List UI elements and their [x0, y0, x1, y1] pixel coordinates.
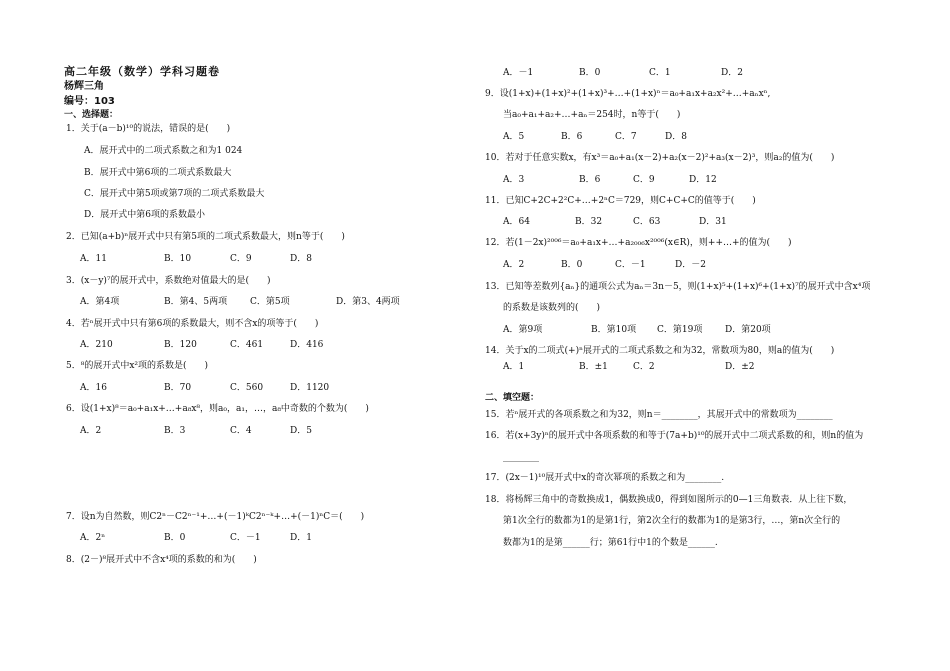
q13-option-c: C．第19项: [657, 325, 703, 335]
q14-option-a: A．1: [503, 362, 525, 372]
q10-option-c: C．9: [633, 175, 655, 185]
question-13-line2: 的系数是该数列的( ): [503, 303, 601, 313]
question-18-line1: 18．将杨辉三角中的奇数换成1，偶数换成0，得到如图所示的0—1三角数表．从上往下数，: [485, 495, 853, 505]
question-16-blank: ________: [503, 452, 539, 462]
q5-option-d: D．1120: [290, 383, 330, 393]
question-15: 15．若ⁿ展开式的各项系数之和为32，则n＝________，其展开式中的常数项为________: [485, 410, 833, 420]
code-value: 103: [94, 96, 115, 107]
q10-option-b: B．6: [579, 175, 601, 185]
q1-option-b: B．展开式中第6项的二项式系数最大: [84, 168, 232, 178]
q4-option-b: B．120: [164, 340, 197, 350]
q9-option-a: A．5: [503, 132, 525, 142]
question-1: 1．关于(a－b)¹⁰的说法，错误的是( ): [66, 124, 231, 134]
question-6: 6．设(1+x)⁸＝a₀+a₁x+…+a₈x⁸，则a₀，a₁，…，a₈中奇数的个数为( ): [66, 404, 369, 414]
question-10: 10．若对于任意实数x，有x³＝a₀+a₁(x－2)+a₂(x－2)²+a₃(x－2)³，则a₂的值为( ): [485, 153, 835, 163]
q8-option-a: A．－1: [503, 68, 534, 78]
question-14: 14．关于x的二项式(+)ⁿ展开式的二项式系数之和为32，常数项为80，则a的值为( ): [485, 346, 835, 356]
q6-option-b: B．3: [164, 426, 186, 436]
q2-option-d: D．8: [290, 254, 312, 264]
question-16-text: 16．若(x+3y)ⁿ的展开式中各项系数的和等于(7a+b)¹⁰的展开式中二项式系数的和，则n的值为: [485, 431, 864, 441]
q5-option-b: B．70: [164, 383, 192, 393]
q13-option-a: A．第9项: [503, 325, 543, 335]
q3-option-a: A．第4项: [80, 297, 120, 307]
q9-option-b: B．6: [561, 132, 583, 142]
q5-option-a: A．16: [80, 383, 107, 393]
question-9-line2: 当a₀+a₁+a₂+…+aₙ＝254时，n等于( ): [503, 110, 681, 120]
page-title: 高二年级（数学）学科习题卷: [64, 65, 220, 78]
q12-option-b: B．0: [561, 260, 583, 270]
question-18-line3: 数都为1的是第______行；第61行中1的个数是______.: [503, 538, 718, 548]
question-5: 5．⁸的展开式中x²项的系数是( ): [66, 361, 209, 371]
q14-option-c: C．2: [633, 362, 655, 372]
question-9-line1: 9．设(1+x)+(1+x)²+(1+x)³+…+(1+x)ⁿ＝a₀+a₁x+a₂x²+…+aₙxⁿ,: [485, 89, 771, 99]
question-12: 12．若(1－2x)²⁰⁰⁶＝a₀+a₁x+…+a₂₀₀₆x²⁰⁰⁶(x∈R)，则++…+的值为( ): [485, 238, 792, 248]
q6-option-c: C．4: [230, 426, 252, 436]
question-13-line1: 13．已知等差数列{aₙ}的通项公式为aₙ＝3n－5，则(1+x)⁵+(1+x)⁶+(1+x)⁷的展开式中含x⁴项: [485, 282, 871, 292]
q10-option-d: D．12: [689, 175, 717, 185]
q9-option-d: D．8: [665, 132, 687, 142]
question-16: [485, 431, 863, 442]
q7-option-d: D．1: [290, 533, 312, 543]
q8-option-c: C．1: [649, 68, 671, 78]
q13-option-b: B．第10项: [591, 325, 637, 335]
q11-option-b: B．32: [575, 217, 603, 227]
question-8: 8．(2－)⁸展开式中不含x⁴项的系数的和为( ): [66, 555, 257, 565]
q7-option-c: C．－1: [230, 533, 261, 543]
question-3: 3．(x－y)⁷的展开式中，系数绝对值最大的是( ): [66, 276, 271, 286]
q7-option-a: A．2ⁿ: [80, 533, 106, 543]
q11-option-c: C．63: [633, 217, 661, 227]
q1-option-a: A．展开式中的二项式系数之和为1 024: [84, 146, 243, 156]
q11-option-a: A．64: [503, 217, 530, 227]
q14-option-b: B．±1: [579, 362, 608, 372]
q8-option-b: B．0: [579, 68, 601, 78]
page-subtitle: 杨辉三角: [64, 81, 104, 92]
q12-option-a: A．2: [503, 260, 525, 270]
q14-option-d: D．±2: [725, 362, 755, 372]
q3-option-c: C．第5项: [250, 297, 290, 307]
q12-option-c: C．－1: [615, 260, 646, 270]
code-line: [64, 96, 115, 107]
code-label: 编号：: [64, 96, 94, 107]
question-7: 7．设n为自然数，则C2ⁿ－C2ⁿ⁻¹+…+(－1)ᵏC2ⁿ⁻ᵏ+…+(－1)ⁿC＝( ): [66, 512, 365, 522]
q8-option-d: D．2: [721, 68, 743, 78]
q3-option-d: D．第3、4两项: [336, 297, 400, 307]
q12-option-d: D．－2: [675, 260, 706, 270]
question-4: 4．若ⁿ展开式中只有第6项的系数最大，则不含x的项等于( ): [66, 319, 319, 329]
q3-option-b: B．第4、5两项: [164, 297, 228, 307]
section-fill-heading: 二、填空题：: [485, 393, 540, 403]
q1-option-d: D．展开式中第6项的系数最小: [84, 210, 205, 220]
q4-option-c: C．461: [230, 340, 264, 350]
q4-option-a: A．210: [80, 340, 113, 350]
question-2: 2．已知(a+b)ⁿ展开式中只有第5项的二项式系数最大，则n等于( ): [66, 232, 345, 242]
section-choice-heading: 一、选择题：: [64, 110, 119, 120]
q6-option-a: A．2: [80, 426, 102, 436]
q2-option-a: A．11: [80, 254, 107, 264]
q5-option-c: C．560: [230, 383, 264, 393]
q9-option-c: C．7: [615, 132, 637, 142]
q13-option-d: D．第20项: [725, 325, 771, 335]
q11-option-d: D．31: [699, 217, 727, 227]
question-17: 17．(2x－1)¹⁰展开式中x的奇次幂项的系数之和为________.: [485, 473, 725, 483]
q1-option-c: C．展开式中第5项或第7项的二项式系数最大: [84, 189, 265, 199]
q4-option-d: D．416: [290, 340, 324, 350]
q7-option-b: B．0: [164, 533, 186, 543]
q2-option-b: B．10: [164, 254, 192, 264]
question-18-line2: 第1次全行的数都为1的是第1行，第2次全行的数都为1的是第3行，…，第n次全行的: [503, 516, 841, 526]
question-11: 11．已知C+2C+2²C+…+2ⁿC＝729，则C+C+C的值等于( ): [485, 196, 756, 206]
q2-option-c: C．9: [230, 254, 252, 264]
q6-option-d: D．5: [290, 426, 312, 436]
q10-option-a: A．3: [503, 175, 525, 185]
